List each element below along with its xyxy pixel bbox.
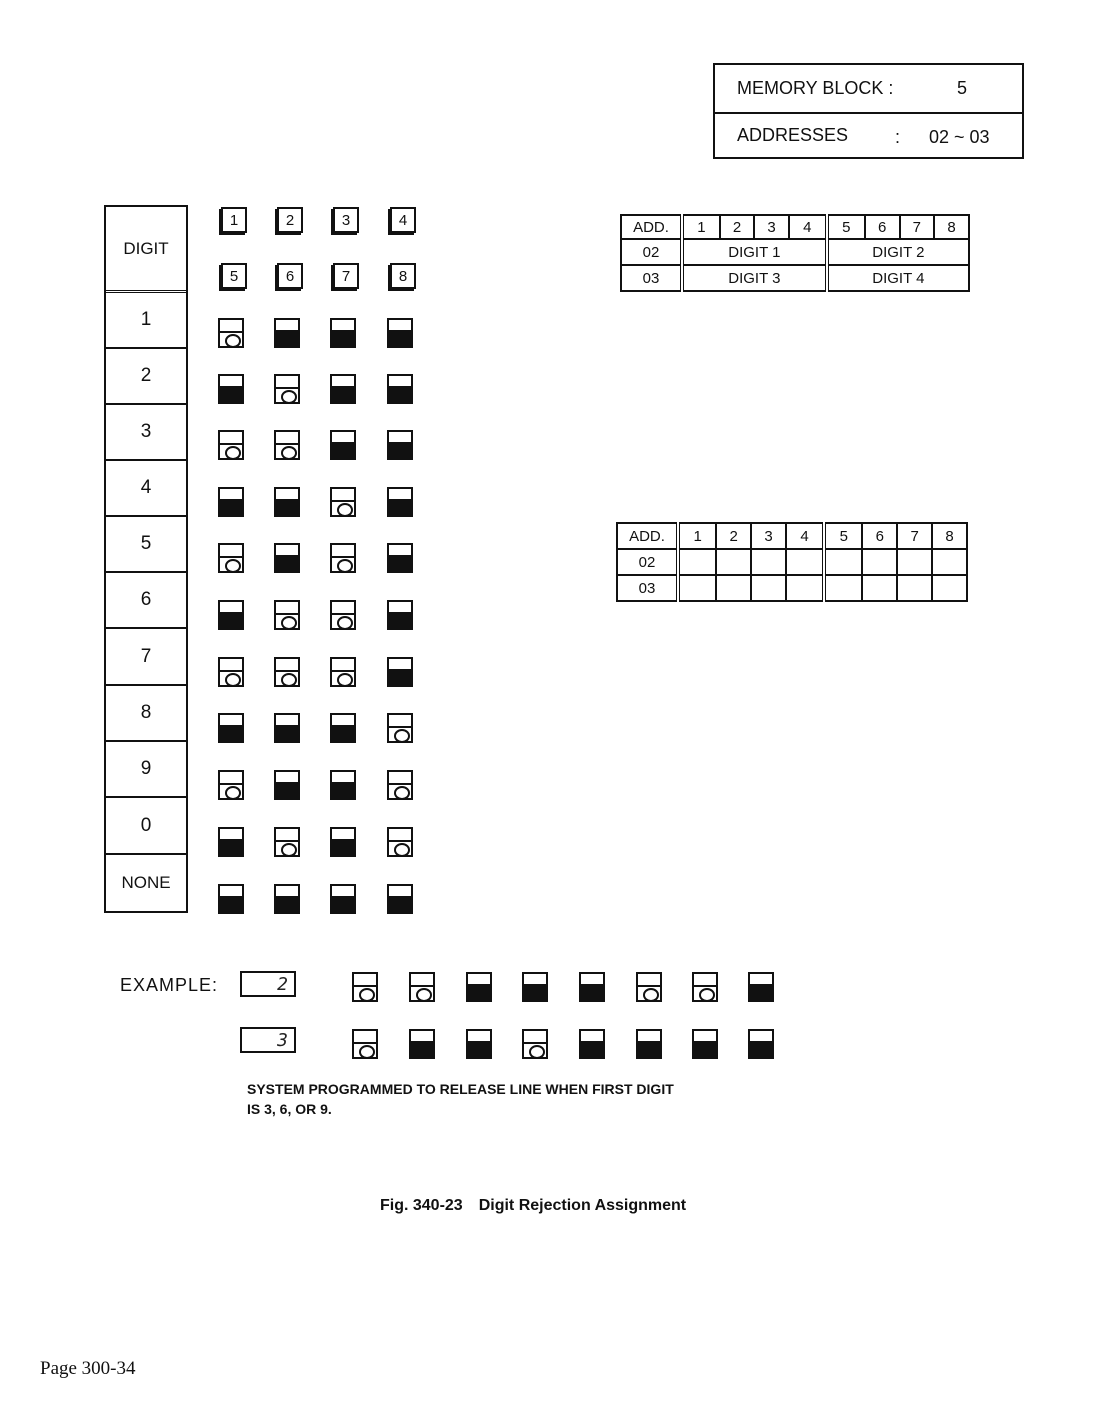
table-empty-cell: [786, 549, 824, 575]
dip-switch-off: [466, 1029, 492, 1059]
table-address-cell: 02: [621, 239, 682, 265]
switch-fill: [524, 984, 546, 1000]
dip-switch-off: [692, 1029, 718, 1059]
dip-switch-off: [274, 884, 300, 914]
switch-number-box: 5: [221, 263, 247, 289]
dip-switch-off: [330, 374, 356, 404]
switch-fill: [750, 984, 772, 1000]
switch-circle-icon: [699, 988, 715, 1002]
switch-circle-icon: [394, 843, 410, 857]
dip-switch-off: [748, 1029, 774, 1059]
switch-fill: [389, 386, 411, 402]
switch-circle-icon: [281, 673, 297, 687]
digit-cell: 4: [106, 461, 186, 517]
digit-column: [104, 205, 188, 913]
dip-switch-on: [274, 600, 300, 630]
switch-fill: [276, 499, 298, 515]
switch-fill: [694, 1041, 716, 1057]
table-address-cell: 03: [617, 575, 678, 601]
dip-switch-on: [274, 657, 300, 687]
switch-fill: [276, 555, 298, 571]
dip-switch-off: [330, 827, 356, 857]
table-empty-cell: [862, 549, 897, 575]
digit-cell: 1: [106, 293, 186, 349]
switch-number-box: 3: [333, 207, 359, 233]
table-empty-cell: [824, 549, 862, 575]
digit-cell: 3: [106, 405, 186, 461]
figure-caption: [380, 1197, 686, 1215]
switch-fill: [389, 499, 411, 515]
dip-switch-on: [218, 543, 244, 573]
digit-header: DIGIT: [106, 207, 186, 293]
dip-switch-on: [387, 713, 413, 743]
table-empty-cell: [932, 549, 967, 575]
table-empty-cell: [751, 549, 786, 575]
switch-fill: [389, 330, 411, 346]
switch-circle-icon: [225, 334, 241, 348]
table-empty-cell: [678, 549, 716, 575]
dip-switch-on: [409, 972, 435, 1002]
example-label: EXAMPLE:: [120, 975, 219, 995]
figure-number: Fig. 340-23: [380, 1197, 463, 1214]
table-header-cell: 5: [827, 215, 865, 239]
dip-switch-off: [330, 430, 356, 460]
switch-fill: [220, 386, 242, 402]
switch-circle-icon: [359, 1045, 375, 1059]
switch-circle-icon: [225, 559, 241, 573]
switch-fill: [411, 1041, 433, 1057]
switch-circle-icon: [225, 673, 241, 687]
address-table-assigned: [620, 214, 970, 292]
table-empty-cell: [716, 549, 751, 575]
table-header-cell: ADD.: [617, 523, 678, 549]
dip-switch-off: [387, 318, 413, 348]
table-header-cell: 4: [789, 215, 827, 239]
dip-switch-off: [387, 884, 413, 914]
digit-cell: NONE: [121, 873, 171, 892]
switch-circle-icon: [337, 616, 353, 630]
memory-block-box: [713, 63, 1024, 159]
table-header-cell: 3: [754, 215, 789, 239]
table-address-cell: 02: [617, 549, 678, 575]
switch-fill: [220, 896, 242, 912]
dip-switch-on: [218, 430, 244, 460]
switch-circle-icon: [394, 729, 410, 743]
dip-switch-off: [466, 972, 492, 1002]
figure-title: Digit Rejection Assignment: [478, 1197, 687, 1214]
dip-switch-on: [352, 972, 378, 1002]
dip-switch-off: [330, 713, 356, 743]
addresses-value: 02 ~ 03: [929, 127, 990, 147]
dip-switch-on: [330, 487, 356, 517]
dip-switch-on: [692, 972, 718, 1002]
note-line: SYSTEM PROGRAMMED TO RELEASE LINE WHEN FIRST DIGIT: [247, 1081, 674, 1097]
switch-fill: [276, 330, 298, 346]
dip-switch-off: [218, 884, 244, 914]
display-digit: 3: [277, 1030, 288, 1051]
table-empty-cell: [897, 575, 932, 601]
dip-switch-on: [218, 770, 244, 800]
dip-switch-off: [218, 600, 244, 630]
switch-fill: [332, 839, 354, 855]
switch-circle-icon: [225, 446, 241, 460]
dip-switch-off: [330, 770, 356, 800]
switch-fill: [389, 669, 411, 685]
switch-fill: [332, 442, 354, 458]
memory-block-value: 5: [957, 78, 968, 98]
dip-switch-off: [274, 543, 300, 573]
table-header-cell: 1: [682, 215, 720, 239]
addresses-row: [715, 112, 1022, 159]
dip-switch-on: [522, 1029, 548, 1059]
table-header-cell: 3: [751, 523, 786, 549]
table-empty-cell: [897, 549, 932, 575]
dip-switch-off: [387, 487, 413, 517]
table-header-cell: 7: [897, 523, 932, 549]
table-empty-cell: [824, 575, 862, 601]
table-digit-cell: DIGIT 3: [682, 265, 827, 291]
switch-number-box: 2: [277, 207, 303, 233]
table-header-cell: 6: [865, 215, 900, 239]
table-empty-cell: [716, 575, 751, 601]
display-digit-box: [240, 1027, 296, 1053]
table-header-cell: 8: [934, 215, 969, 239]
switch-number-box: 4: [390, 207, 416, 233]
switch-circle-icon: [337, 673, 353, 687]
table-address-cell: 03: [621, 265, 682, 291]
switch-fill: [276, 725, 298, 741]
table-header-cell: 4: [786, 523, 824, 549]
switch-fill: [750, 1041, 772, 1057]
table-digit-cell: DIGIT 1: [682, 239, 827, 265]
table-empty-cell: [862, 575, 897, 601]
switch-circle-icon: [281, 390, 297, 404]
dip-switch-off: [330, 318, 356, 348]
dip-switch-off: [748, 972, 774, 1002]
table-empty-cell: [786, 575, 824, 601]
table-header-cell: 2: [716, 523, 751, 549]
switch-circle-icon: [281, 446, 297, 460]
switch-circle-icon: [337, 503, 353, 517]
memory-block-label: MEMORY BLOCK :: [737, 78, 894, 98]
switch-fill: [220, 612, 242, 628]
switch-circle-icon: [225, 786, 241, 800]
dip-switch-off: [218, 374, 244, 404]
address-table-blank: [616, 522, 968, 602]
table-empty-cell: [751, 575, 786, 601]
switch-circle-icon: [529, 1045, 545, 1059]
dip-switch-on: [387, 770, 413, 800]
switch-fill: [581, 1041, 603, 1057]
digit-cell: 8: [106, 686, 186, 742]
table-header-cell: 1: [678, 523, 716, 549]
switch-fill: [332, 386, 354, 402]
dip-switch-on: [218, 657, 244, 687]
switch-fill: [389, 896, 411, 912]
dip-switch-off: [274, 770, 300, 800]
table-header-cell: 5: [824, 523, 862, 549]
switch-fill: [638, 1041, 660, 1057]
switch-fill: [468, 1041, 490, 1057]
dip-switch-on: [387, 827, 413, 857]
dip-switch-on: [274, 430, 300, 460]
table-header-cell: 2: [720, 215, 755, 239]
dip-switch-on: [330, 657, 356, 687]
dip-switch-off: [218, 827, 244, 857]
page-number: Page 300-34: [40, 1358, 136, 1379]
switch-circle-icon: [416, 988, 432, 1002]
table-empty-cell: [678, 575, 716, 601]
dip-switch-on: [352, 1029, 378, 1059]
switch-number-box: 8: [390, 263, 416, 289]
dip-switch-on: [330, 600, 356, 630]
switch-number-box: 7: [333, 263, 359, 289]
switch-fill: [220, 725, 242, 741]
dip-switch-on: [636, 972, 662, 1002]
switch-fill: [389, 555, 411, 571]
dip-switch-off: [218, 713, 244, 743]
dip-switch-on: [274, 827, 300, 857]
switch-fill: [332, 782, 354, 798]
switch-fill: [468, 984, 490, 1000]
digit-cell: 0: [106, 799, 186, 855]
note-line: IS 3, 6, OR 9.: [247, 1101, 332, 1117]
switch-circle-icon: [281, 843, 297, 857]
table-empty-cell: [932, 575, 967, 601]
switch-number-box: 6: [277, 263, 303, 289]
display-digit-box: [240, 971, 296, 997]
switch-number-box: 1: [221, 207, 247, 233]
dip-switch-off: [387, 543, 413, 573]
switch-fill: [389, 612, 411, 628]
dip-switch-off: [409, 1029, 435, 1059]
switch-fill: [276, 782, 298, 798]
dip-switch-off: [579, 972, 605, 1002]
digit-cell: 6: [106, 573, 186, 629]
switch-circle-icon: [359, 988, 375, 1002]
table-header-cell: 8: [932, 523, 967, 549]
dip-switch-on: [330, 543, 356, 573]
dip-switch-off: [274, 487, 300, 517]
switch-fill: [389, 442, 411, 458]
dip-switch-off: [274, 318, 300, 348]
switch-fill: [581, 984, 603, 1000]
switch-circle-icon: [643, 988, 659, 1002]
dip-switch-off: [522, 972, 548, 1002]
display-digit: 2: [277, 974, 288, 995]
table-header-cell: ADD.: [621, 215, 682, 239]
memory-block-row: [715, 65, 1022, 114]
switch-fill: [332, 896, 354, 912]
dip-switch-on: [218, 318, 244, 348]
table-header-cell: 7: [900, 215, 935, 239]
dip-switch-off: [274, 713, 300, 743]
digit-cell: 9: [106, 742, 186, 798]
switch-fill: [332, 725, 354, 741]
dip-switch-off: [579, 1029, 605, 1059]
dip-switch-on: [274, 374, 300, 404]
digit-cell: 7: [106, 630, 186, 686]
dip-switch-off: [387, 374, 413, 404]
digit-cell: 2: [106, 349, 186, 405]
addresses-colon: :: [895, 127, 901, 147]
dip-switch-off: [218, 487, 244, 517]
switch-fill: [276, 896, 298, 912]
switch-fill: [220, 839, 242, 855]
digit-cell: 5: [106, 517, 186, 573]
switch-fill: [220, 499, 242, 515]
dip-switch-off: [636, 1029, 662, 1059]
dip-switch-off: [387, 657, 413, 687]
table-digit-cell: DIGIT 4: [827, 265, 969, 291]
dip-switch-off: [387, 600, 413, 630]
table-header-cell: 6: [862, 523, 897, 549]
switch-circle-icon: [281, 616, 297, 630]
switch-circle-icon: [394, 786, 410, 800]
example-note: [247, 1079, 767, 1119]
addresses-label: ADDRESSES: [737, 125, 849, 145]
dip-switch-off: [330, 884, 356, 914]
table-digit-cell: DIGIT 2: [827, 239, 969, 265]
switch-circle-icon: [337, 559, 353, 573]
switch-fill: [332, 330, 354, 346]
dip-switch-off: [387, 430, 413, 460]
